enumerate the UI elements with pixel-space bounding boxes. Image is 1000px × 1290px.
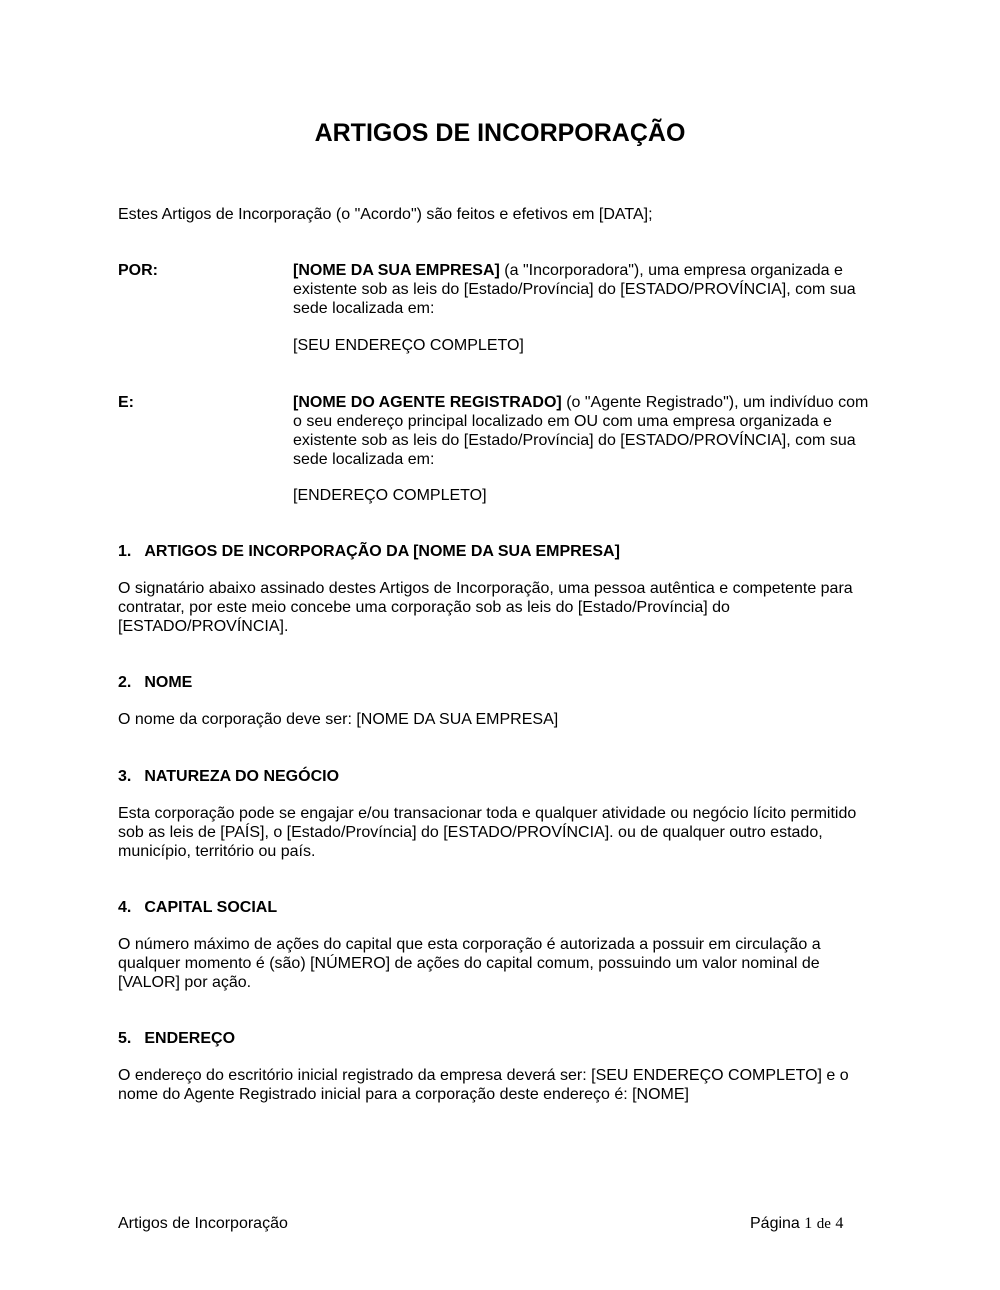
por-line: existente sob as leis do [Estado/Província] do [ESTADO/PROVÍNCIA], com sua xyxy=(293,281,856,298)
section-heading xyxy=(118,673,192,692)
section-number: 3. xyxy=(118,768,132,785)
section-number: 2. xyxy=(118,674,132,691)
page-total: 4 xyxy=(835,1215,844,1232)
section-number: 1. xyxy=(118,543,132,560)
por-party-text xyxy=(293,261,856,318)
section-paragraph xyxy=(118,579,853,636)
section-heading xyxy=(118,767,339,786)
por-company-name: [NOME DA SUA EMPRESA] xyxy=(293,262,500,279)
por-label: POR: xyxy=(118,262,158,279)
e-line: sede localizada em: xyxy=(293,451,435,468)
paragraph-line: O número máximo de ações do capital que esta corporação é autorizada a possuir em circulação a xyxy=(118,936,821,953)
e-party-text xyxy=(293,393,868,469)
e-label: E: xyxy=(118,394,134,411)
document-title: ARTIGOS DE INCORPORAÇÃO xyxy=(314,119,686,147)
e-address: [ENDEREÇO COMPLETO] xyxy=(293,487,487,504)
footer-page-number xyxy=(750,1214,843,1234)
section-paragraph xyxy=(118,710,558,729)
paragraph-line: nome do Agente Registrado inicial para a corporação deste endereço é: [NOME] xyxy=(118,1086,689,1103)
por-address: [SEU ENDEREÇO COMPLETO] xyxy=(293,337,524,354)
page-of: de xyxy=(816,1216,831,1232)
section-title: NATUREZA DO NEGÓCIO xyxy=(144,768,340,785)
paragraph-line: qualquer momento é (são) [NÚMERO] de ações do capital comum, possuindo um valor nominal de xyxy=(118,955,820,972)
paragraph-line: Esta corporação pode se engajar e/ou transacionar toda e qualquer atividade ou negócio lícito permitido xyxy=(118,805,857,822)
paragraph-line: [VALOR] por ação. xyxy=(118,974,252,991)
paragraph-line: [ESTADO/PROVÍNCIA]. xyxy=(118,618,289,635)
section-number: 5. xyxy=(118,1030,132,1047)
section-title: NOME xyxy=(144,674,193,691)
e-agent-name: [NOME DO AGENTE REGISTRADO] xyxy=(293,394,562,411)
por-line: sede localizada em: xyxy=(293,300,435,317)
paragraph-line: município, território ou país. xyxy=(118,843,316,860)
section-paragraph xyxy=(118,935,821,992)
section-heading xyxy=(118,898,277,917)
paragraph-line: sob as leis de [PAÍS], o [Estado/Província] do [ESTADO/PROVÍNCIA]. ou de qualquer outro estado, xyxy=(118,824,823,841)
section-title: ENDEREÇO xyxy=(144,1030,236,1047)
page-label: Página xyxy=(750,1215,800,1232)
paragraph-line: contratar, por este meio concebe uma corporação sob as leis do [Estado/Província] do xyxy=(118,599,730,616)
section-title: ARTIGOS DE INCORPORAÇÃO DA [NOME DA SUA EMPRESA] xyxy=(144,543,620,560)
paragraph-line: O endereço do escritório inicial registrado da empresa deverá ser: [SEU ENDEREÇO COMPLETO] e o xyxy=(118,1067,849,1084)
footer-title: Artigos de Incorporação xyxy=(118,1215,288,1232)
page-current: 1 xyxy=(804,1215,813,1232)
e-line: o seu endereço principal localizado em OU com uma empresa organizada e xyxy=(293,413,832,430)
paragraph-line: O signatário abaixo assinado destes Artigos de Incorporação, uma pessoa autêntica e competente para xyxy=(118,580,853,597)
intro-paragraph: Estes Artigos de Incorporação (o "Acordo") são feitos e efetivos em [DATA]; xyxy=(118,206,653,223)
por-line: (a "Incorporadora"), uma empresa organizada e xyxy=(499,262,843,279)
section-heading xyxy=(118,1029,235,1048)
paragraph-line: O nome da corporação deve ser: [NOME DA SUA EMPRESA] xyxy=(118,711,559,728)
section-title: CAPITAL SOCIAL xyxy=(144,899,278,916)
section-heading xyxy=(118,542,620,561)
section-paragraph xyxy=(118,804,856,861)
section-paragraph xyxy=(118,1066,849,1104)
e-line: (o "Agente Registrado"), um indivíduo com xyxy=(561,394,869,411)
e-line: existente sob as leis do [Estado/Província] do [ESTADO/PROVÍNCIA], com sua xyxy=(293,432,856,449)
section-number: 4. xyxy=(118,899,132,916)
